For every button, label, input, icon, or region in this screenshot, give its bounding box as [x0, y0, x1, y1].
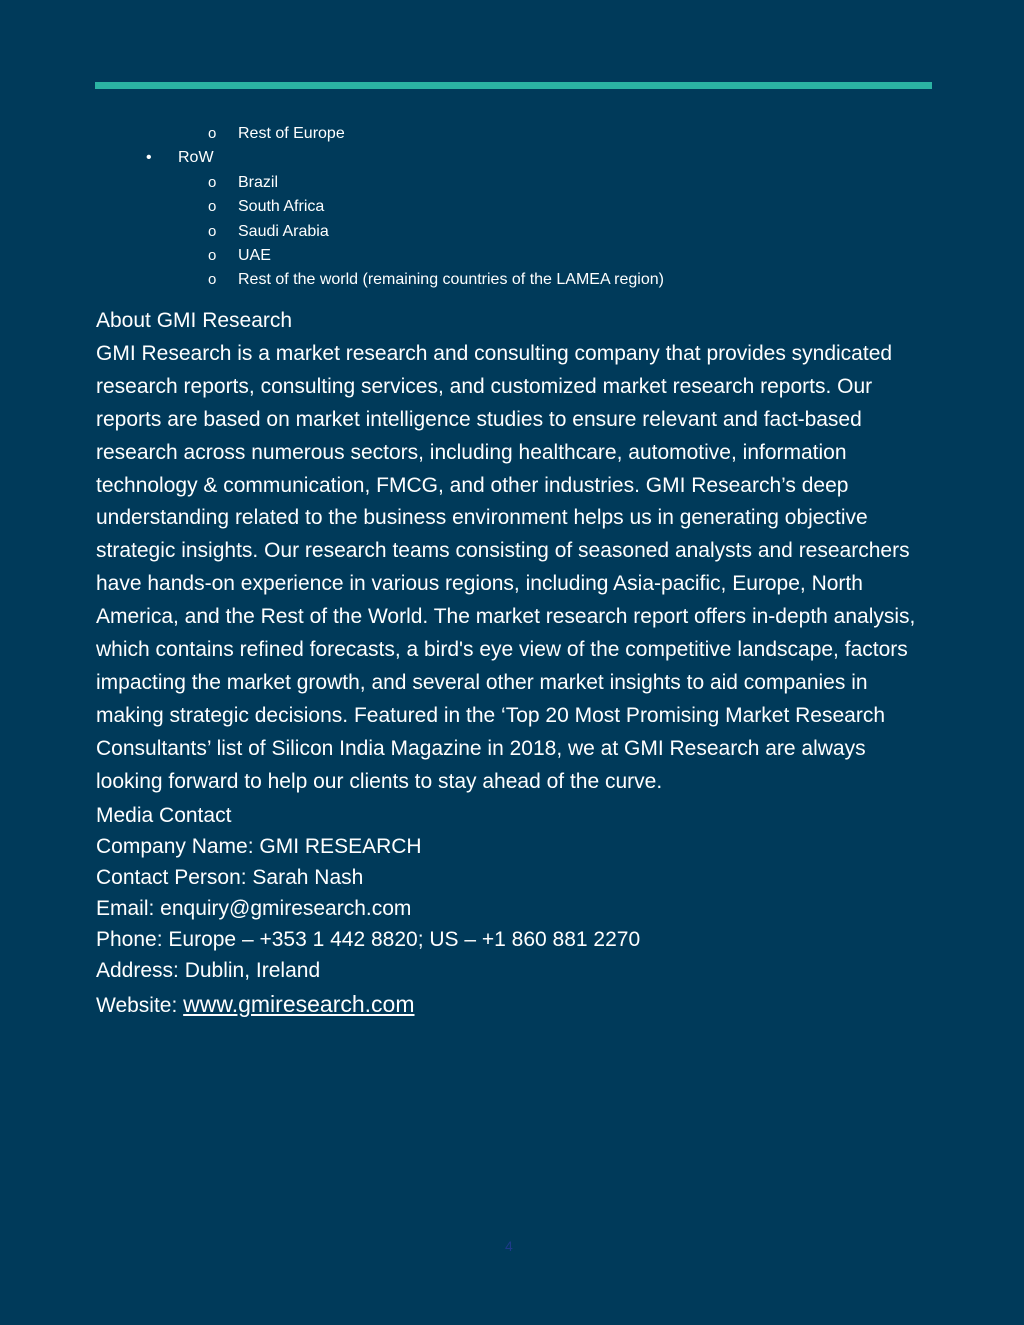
list-item — [0, 244, 1024, 268]
list-item — [0, 220, 1024, 244]
about-section — [96, 305, 936, 799]
list-item — [0, 268, 1024, 292]
website-label: Website: — [96, 994, 184, 1017]
regions-list — [0, 122, 1024, 293]
website-link[interactable]: www.gmiresearch.com — [183, 991, 415, 1017]
page-number: 4 — [505, 1238, 513, 1254]
contact-website — [96, 987, 936, 1021]
list-item — [0, 171, 1024, 195]
list-item — [0, 195, 1024, 219]
list-item-label: Brazil — [238, 173, 279, 191]
about-heading: About GMI Research — [96, 309, 293, 332]
circle-bullet-icon: o — [208, 173, 217, 191]
circle-bullet-icon: o — [208, 246, 217, 264]
contact-address: Address: Dublin, Ireland — [96, 959, 321, 982]
circle-bullet-icon: o — [208, 125, 217, 142]
contact-email: Email: enquiry@gmiresearch.com — [96, 897, 412, 920]
media-contact-section — [96, 800, 936, 1021]
circle-bullet-icon: o — [208, 222, 217, 240]
list-item-label: Rest of Europe — [238, 125, 345, 142]
contact-person: Contact Person: Sarah Nash — [96, 866, 364, 889]
list-item — [0, 122, 1024, 146]
top-accent-rule — [95, 82, 932, 89]
list-item-label: Rest of the world (remaining countries of the LAMEA region) — [238, 271, 664, 289]
contact-phone: Phone: Europe – +353 1 442 8820; US – +1 860 881 2270 — [96, 928, 641, 951]
about-paragraph: GMI Research is a market research and consulting company that provides syndicated research reports, consulting services, and customized market research reports. Our reports are based on market intelligence studies to ensure relevant and fact-based research across numerous sectors, including healthcare, automotive, information technology & communication, FMCG, and other industries. GMI Research’s deep understanding related to the business environment helps us in generating objective strategic insights. Our research teams consisting of seasoned analysts and researchers have hands-on experience in various regions, including Asia-pacific, Europe, North America, and the Rest of the World. The market research report offers in-depth analysis, which contains refined forecasts, a bird's eye view of the competitive landscape, factors impacting the market growth, and several other market insights to aid companies in making strategic decisions. Featured in the ‘Top 20 Most Promising Market Research Consultants’ list of Silicon India Magazine in 2018, we at GMI Research are always looking forward to help our clients to stay ahead of the curve. — [96, 341, 916, 793]
bullet-icon: • — [146, 149, 152, 167]
list-item-label: RoW — [178, 149, 214, 167]
circle-bullet-icon: o — [208, 198, 217, 216]
list-item — [0, 146, 1024, 170]
circle-bullet-icon: o — [208, 271, 217, 289]
media-contact-heading: Media Contact — [96, 804, 232, 827]
list-item-label: UAE — [238, 246, 271, 264]
company-name: Company Name: GMI RESEARCH — [96, 835, 422, 858]
list-item-label: South Africa — [238, 198, 325, 216]
list-item-label: Saudi Arabia — [238, 222, 329, 240]
